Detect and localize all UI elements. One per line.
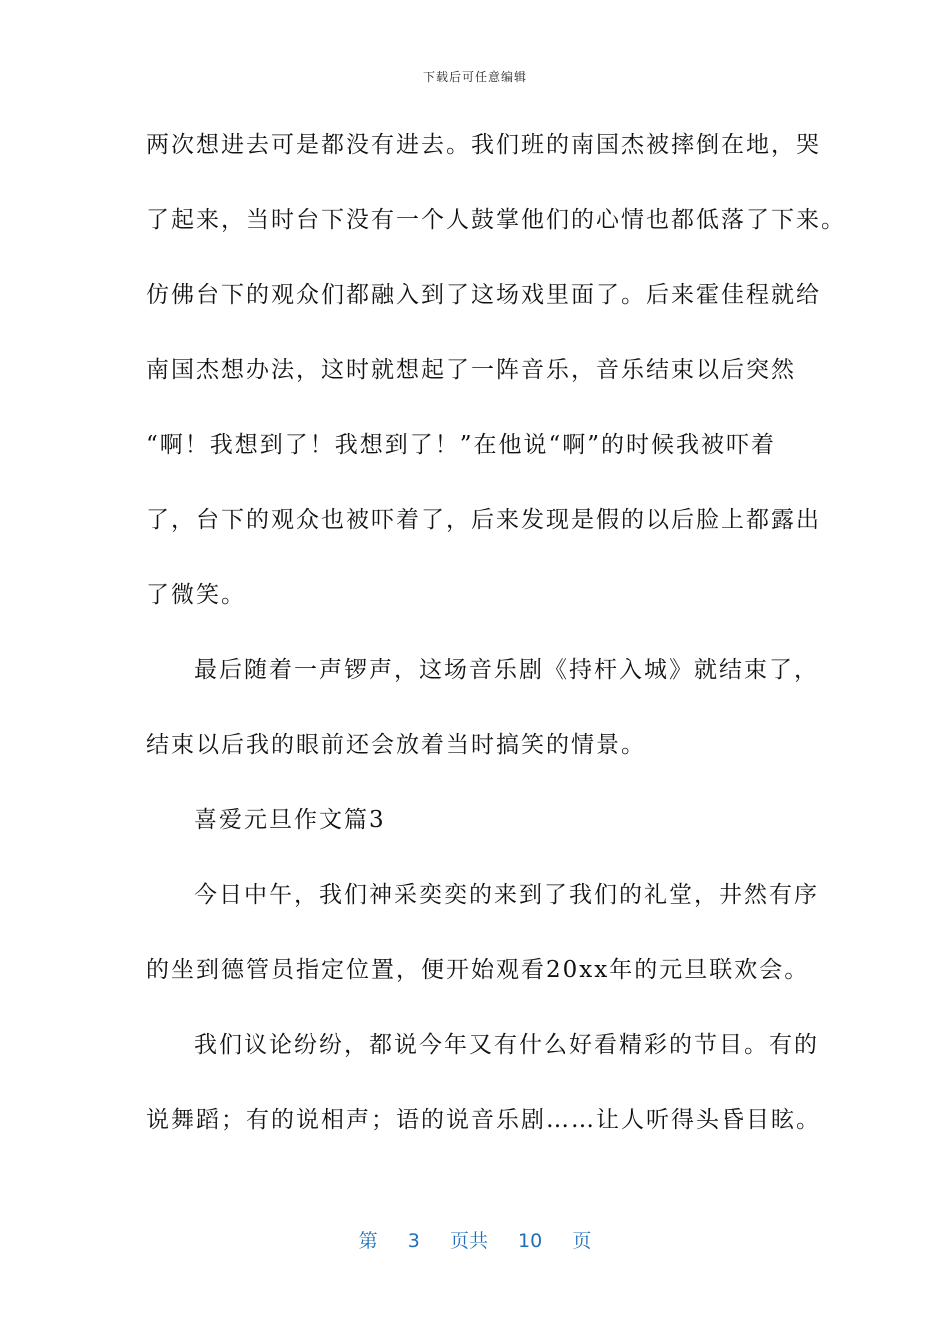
section-heading: 喜爱元旦作文篇3 <box>194 807 386 833</box>
text-line: 的坐到德管员指定位置，便开始观看20xx年的元旦联欢会。 <box>146 957 810 983</box>
text-line: 今日中午，我们神采奕奕的来到了我们的礼堂，井然有序 <box>194 882 819 908</box>
text-line: 结束以后我的眼前还会放着当时搞笑的情景。 <box>146 732 646 758</box>
text-line: 了，台下的观众也被吓着了，后来发现是假的以后脸上都露出 <box>146 507 821 533</box>
text-line: 了起来，当时台下没有一个人鼓掌他们的心情也都低落了下来。 <box>146 207 846 233</box>
text-line: 南国杰想办法，这时就想起了一阵音乐，音乐结束以后突然 <box>146 357 796 383</box>
text-line: 最后随着一声锣声，这场音乐剧《持杆入城》就结束了， <box>194 657 819 683</box>
text-line: 了微笑。 <box>146 582 246 608</box>
footer-suffix: 页 <box>572 1230 592 1252</box>
footer-current-page: 3 <box>407 1230 420 1252</box>
page-header: 下载后可任意编辑 <box>422 70 527 84</box>
text-line: 说舞蹈；有的说相声；语的说音乐剧……让人听得头昏目眩。 <box>146 1107 821 1133</box>
footer-prefix: 第 <box>358 1230 378 1252</box>
page-footer <box>0 1226 950 1253</box>
footer-total-pages: 10 <box>518 1230 543 1252</box>
text-line: 两次想进去可是都没有进去。我们班的南国杰被摔倒在地，哭 <box>146 132 821 158</box>
text-line: 仿佛台下的观众们都融入到了这场戏里面了。后来霍佳程就给 <box>146 282 821 308</box>
text-line: “啊！我想到了！我想到了！”在他说“啊”的时候我被吓着 <box>146 432 777 458</box>
text-line: 我们议论纷纷，都说今年又有什么好看精彩的节目。有的 <box>194 1032 819 1058</box>
footer-middle: 页共 <box>449 1230 488 1252</box>
